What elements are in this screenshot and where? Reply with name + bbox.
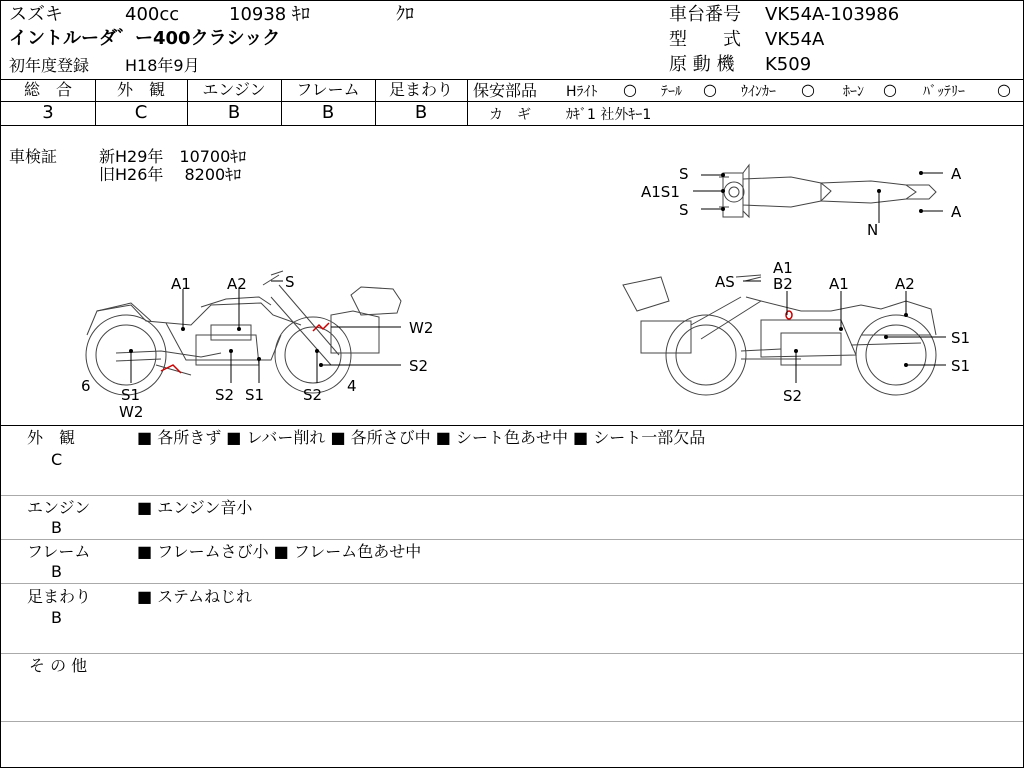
safety-battery-mark: ○ [997, 80, 1011, 99]
exterior-label: 外 観 [116, 80, 165, 99]
remark-frame-label: フレーム [27, 542, 91, 561]
label-left-a2: A2 [227, 275, 247, 293]
frame-grade-label: フレーム [296, 80, 360, 99]
safety-winker: ｳｲﾝｶｰ [741, 84, 776, 100]
engine-grade-label: エンジン [202, 80, 266, 99]
label-top-s1: S [679, 165, 689, 183]
safety-horn-mark: ○ [883, 80, 897, 99]
frame-no-label: 車台番号 [669, 4, 741, 25]
label-right-as: AS [715, 273, 735, 291]
remark-exterior-label: 外 観 [27, 428, 76, 447]
label-left-6: 6 [81, 377, 91, 395]
remark-suspension-text: ■ ステムねじれ [137, 587, 253, 606]
bike-diagram [1, 125, 1023, 425]
remark-frame-text: ■ フレームさび小 ■ フレーム色あせ中 [137, 542, 422, 561]
first-reg-label: 初年度登録 [9, 56, 90, 75]
label-left-w2b: W2 [119, 403, 144, 421]
suspension-grade-label: 足まわり [388, 80, 453, 99]
remark-engine-text: ■ エンジン音小 [137, 498, 253, 517]
inspection-label: 車検証 [9, 147, 58, 166]
inspection-old: 旧H26年 8200ｷﾛ [99, 165, 242, 184]
key-value: ｶｷﾞ1 社外ｷｰ1 [566, 107, 652, 123]
label-left-s2a: S2 [409, 357, 429, 375]
label-right-a2: A2 [895, 275, 915, 293]
mileage: 10938 ｷﾛ [229, 4, 310, 25]
remark-suspension-grade: B [51, 608, 62, 627]
label-top-a1s1: A1S1 [641, 183, 680, 201]
label-left-a1: A1 [171, 275, 191, 293]
safety-winker-mark: ○ [801, 80, 815, 99]
engine-label: 原 動 機 [669, 54, 735, 75]
label-right-s2: S2 [783, 387, 803, 405]
safety-horn: ﾎｰﾝ [843, 84, 864, 100]
label-right-a1a: A1 [773, 259, 793, 277]
label-top-a2: A [951, 203, 962, 221]
remark-other-label: そ の 他 [29, 656, 88, 675]
remark-engine-grade: B [51, 518, 62, 537]
safety-headlight-mark: ○ [623, 80, 637, 99]
label-left-s: S [285, 273, 295, 291]
type-label: 型 式 [669, 29, 741, 50]
engine-value: K509 [765, 54, 812, 75]
label-top-a1: A [951, 165, 962, 183]
overall-grade: 3 [42, 102, 54, 123]
label-left-s2c: S2 [303, 386, 323, 404]
safety-battery: ﾊﾞｯﾃﾘｰ [923, 84, 965, 100]
overall-label: 総 合 [23, 80, 72, 99]
label-left-s1a: S1 [121, 386, 141, 404]
frame-no: VK54A-103986 [765, 4, 900, 25]
label-right-b2: B2 [773, 275, 793, 293]
safety-tail-mark: ○ [703, 80, 717, 99]
model-name: イントルーダ゛ー400クラシック [9, 28, 281, 49]
label-left-w2: W2 [409, 319, 434, 337]
key-label: カ ギ [489, 107, 531, 123]
safety-tail: ﾃｰﾙ [661, 84, 682, 100]
remark-exterior-grade: C [51, 450, 63, 469]
label-top-n: N [867, 221, 879, 239]
first-reg-value: H18年9月 [125, 56, 200, 75]
inspection-new: 新H29年 10700ｷﾛ [99, 147, 247, 166]
safety-headlight: Hﾗｲﾄ [566, 84, 598, 100]
remark-frame-grade: B [51, 562, 62, 581]
type-value: VK54A [765, 29, 825, 50]
maker: スズキ [9, 4, 63, 25]
safety-label: 保安部品 [473, 81, 538, 100]
label-left-4: 4 [347, 377, 357, 395]
displacement: 400cc [125, 4, 180, 25]
label-top-s2: S [679, 201, 689, 219]
label-right-s1a: S1 [951, 329, 971, 347]
label-left-s2b: S2 [215, 386, 235, 404]
remark-suspension-label: 足まわり [27, 587, 92, 606]
label-right-a1b: A1 [829, 275, 849, 293]
suspension-grade: B [414, 102, 428, 123]
remark-engine-label: エンジン [27, 498, 91, 517]
label-left-s1b: S1 [245, 386, 265, 404]
exterior-grade: C [134, 102, 148, 123]
color: ｸﾛ [396, 4, 414, 25]
remark-exterior-text: ■ 各所きず ■ レバー削れ ■ 各所さび中 ■ シート色あせ中 ■ シート一部欠品 [137, 428, 706, 447]
label-right-s1b: S1 [951, 357, 971, 375]
frame-grade: B [321, 102, 335, 123]
engine-grade: B [227, 102, 241, 123]
